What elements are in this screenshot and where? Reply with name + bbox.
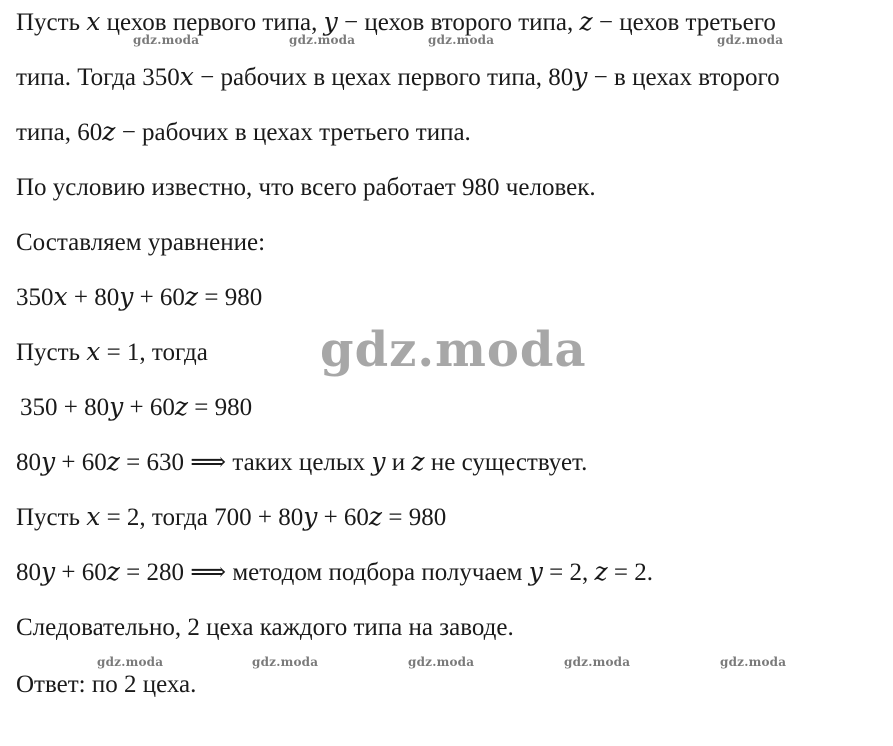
case-x1-result: 80𝑦 + 60𝑧 = 630 ⟹ таких целых 𝑦 и 𝑧 не существует. (16, 449, 588, 476)
watermark: gdz.moda (428, 33, 495, 47)
case-x2-line: Пусть 𝑥 = 2, тогда 700 + 80𝑦 + 60𝑧 = 980 (16, 504, 447, 531)
watermark: gdz.moda (408, 655, 475, 669)
case-x2-result: 80𝑦 + 60𝑧 = 280 ⟹ методом подбора получаем 𝑦 = 2, 𝑧 = 2. (16, 559, 653, 586)
answer-line: Ответ: по 2 цеха. (16, 671, 197, 698)
case-x1-equation: 350 + 80𝑦 + 60𝑧 = 980 (20, 394, 253, 421)
solution-line-2: типа. Тогда 350𝑥 − рабочих в цехах первого типа, 80𝑦 − в цехах второго (16, 64, 780, 91)
solution-line-3: типа, 60𝑧 − рабочих в цехах третьего типа. (16, 119, 471, 146)
watermark: gdz.moda (720, 655, 787, 669)
watermark: gdz.moda (97, 655, 164, 669)
watermark: gdz.moda (717, 33, 784, 47)
solution-line-1: Пусть 𝑥 цехов первого типа, 𝑦 − цехов второго типа, 𝑧 − цехов третьего (16, 9, 776, 36)
watermark: gdz.moda (252, 655, 319, 669)
watermark: gdz.moda (289, 33, 356, 47)
equation-heading: Составляем уравнение: (16, 229, 266, 256)
watermark: gdz.moda (564, 655, 631, 669)
conclusion-line: Следовательно, 2 цеха каждого типа на заводе. (16, 614, 514, 641)
case-x1-line: Пусть 𝑥 = 1, тогда (16, 339, 208, 366)
watermark: gdz.moda (133, 33, 200, 47)
main-equation: 350𝑥 + 80𝑦 + 60𝑧 = 980 (16, 284, 263, 311)
condition-line: По условию известно, что всего работает 980 человек. (16, 174, 596, 201)
watermark-large: gdz.moda (320, 322, 587, 378)
